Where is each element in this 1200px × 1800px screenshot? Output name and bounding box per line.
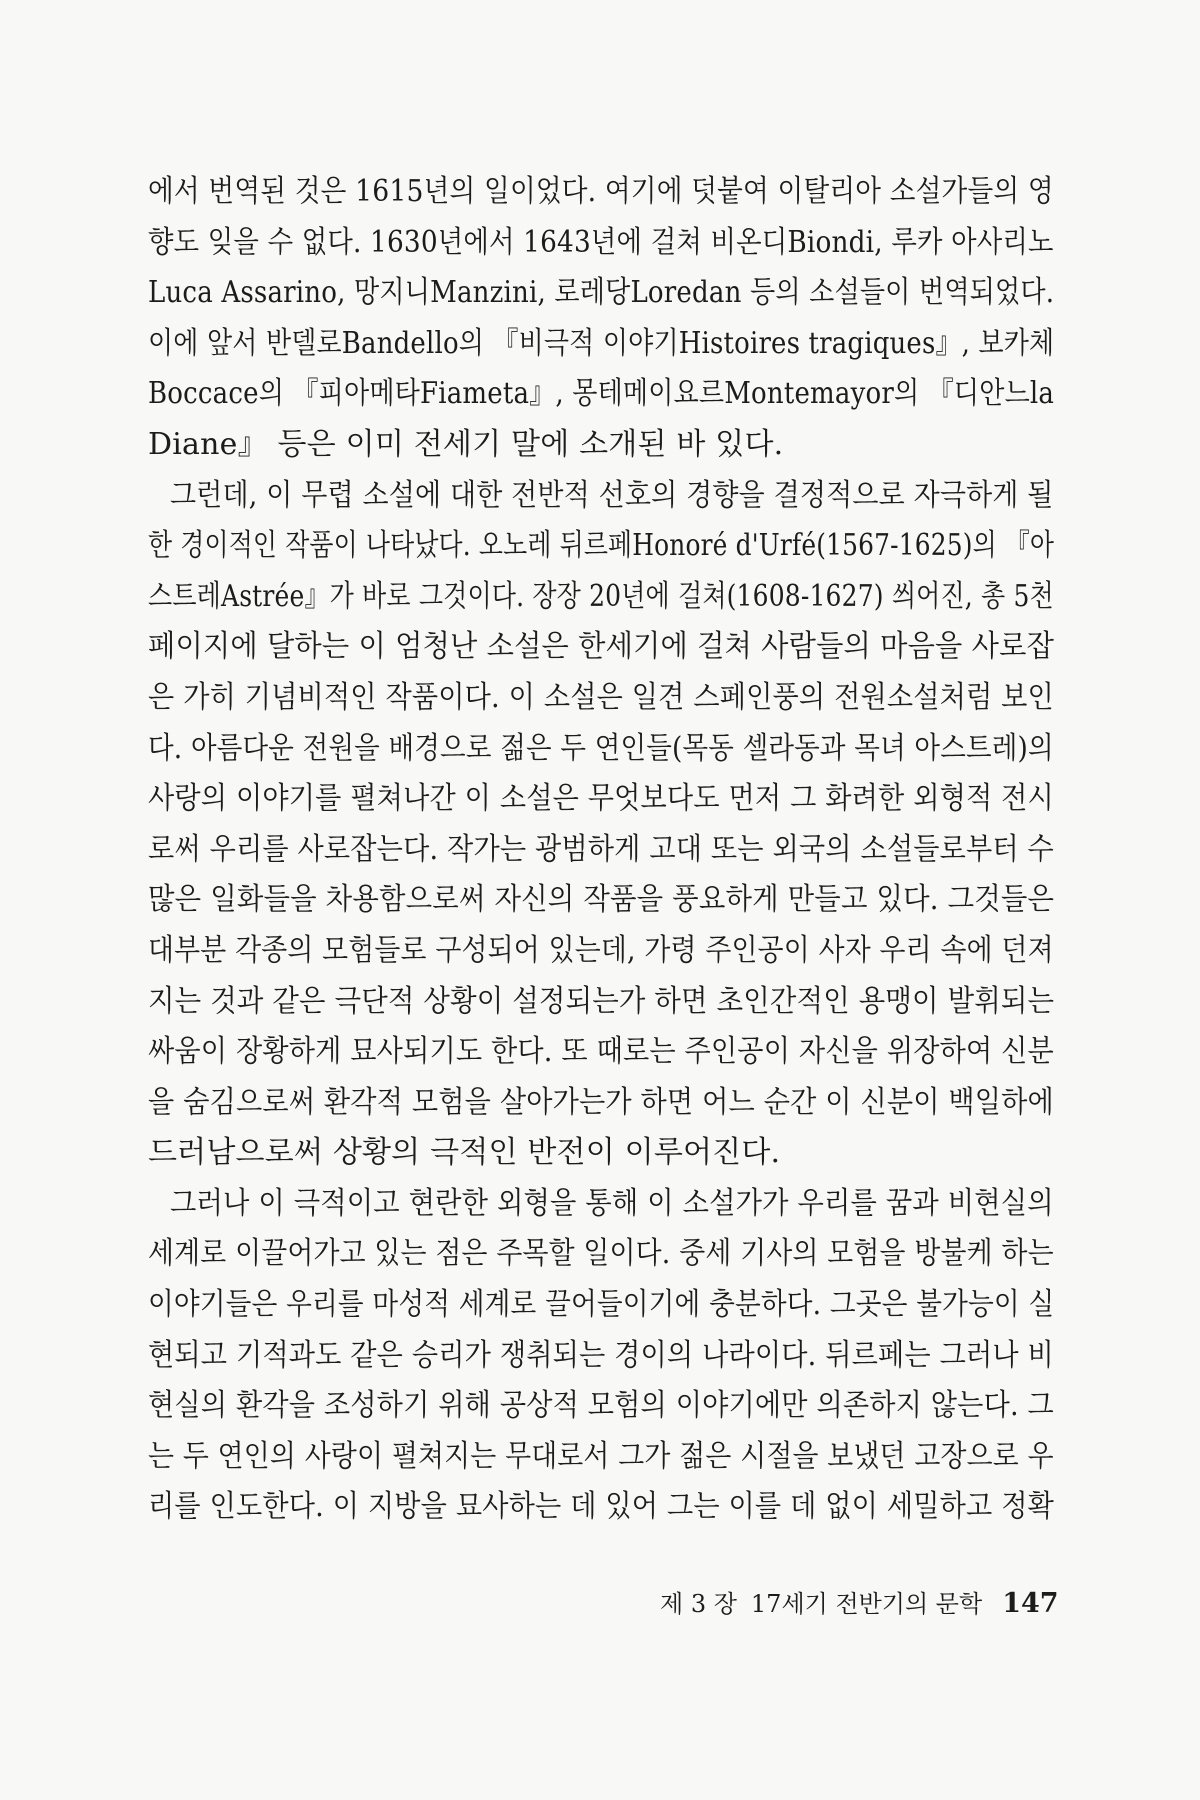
text-line-content: 다. 아름다운 전원을 배경으로 젊은 두 연인들(목동 셀라동과 목녀 아스트레)의 <box>148 730 1054 766</box>
text-line-content: 리를 인도한다. 이 지방을 묘사하는 데 있어 그는 이를 데 없이 세밀하고 정확 <box>148 1489 1054 1525</box>
text-line-21 <box>148 1178 1054 1229</box>
text-line-content: 현실의 환각을 조성하기 위해 공상적 모험의 이야기에만 의존하지 않는다. 그 <box>148 1388 1054 1424</box>
text-line-22 <box>148 1228 1054 1279</box>
text-line-content: 현되고 기적과도 같은 승리가 쟁취되는 경이의 나라이다. 뒤르페는 그러나 비 <box>148 1337 1054 1373</box>
text-line-16 <box>148 925 1054 976</box>
text-line-content: Boccace의 『피아메타Fiameta』, 몽테메이요르Montemayor의 『디안느la <box>148 376 1054 412</box>
text-line-5 <box>148 368 1054 419</box>
chapter-title: 17세기 전반기의 문학 <box>750 1590 983 1618</box>
text-line-20 <box>148 1127 1054 1178</box>
page-number: 147 <box>1002 1588 1059 1619</box>
text-line-27 <box>148 1481 1054 1532</box>
text-line-content: 을 숨김으로써 환각적 모험을 살아가는가 하면 어느 순간 이 신분이 백일하에 <box>148 1084 1054 1120</box>
text-line-content: 페이지에 달하는 이 엄청난 소설은 한세기에 걸쳐 사람들의 마음을 사로잡 <box>148 629 1054 665</box>
text-line-content: 로써 우리를 사로잡는다. 작가는 광범하게 고대 또는 외국의 소설들로부터 수 <box>148 831 1054 867</box>
text-line-12 <box>148 723 1054 774</box>
text-line-17 <box>148 976 1054 1027</box>
text-line-content: 그러나 이 극적이고 현란한 외형을 통해 이 소설가가 우리를 꿈과 비현실의 <box>170 1185 1054 1221</box>
text-line-1 <box>148 166 1054 217</box>
text-line-7 <box>148 470 1054 521</box>
running-footer <box>660 1584 1060 1619</box>
text-line-9 <box>148 571 1054 622</box>
text-line-15 <box>148 874 1054 925</box>
text-line-content: 은 가히 기념비적인 작품이다. 이 소설은 일견 스페인풍의 전원소설처럼 보인 <box>148 679 1054 715</box>
text-line-content: 한 경이적인 작품이 나타났다. 오노레 뒤르페Honoré d'Urfé(1567-1625)의 『아 <box>148 528 1054 564</box>
chapter-label: 제 3 장 <box>660 1590 737 1618</box>
text-line-13 <box>148 773 1054 824</box>
text-line-8 <box>148 520 1054 571</box>
text-line-19 <box>148 1077 1054 1128</box>
text-line-11 <box>148 672 1054 723</box>
text-line-content: 싸움이 장황하게 묘사되기도 한다. 또 때로는 주인공이 자신을 위장하여 신분 <box>148 1034 1054 1070</box>
text-line-content: 세계로 이끌어가고 있는 점은 주목할 일이다. 중세 기사의 모험을 방불케 하는 <box>148 1236 1054 1272</box>
text-line-content: Diane』 등은 이미 전세기 말에 소개된 바 있다. <box>148 426 784 462</box>
text-line-content: 드러남으로써 상황의 극적인 반전이 이루어진다. <box>148 1135 781 1171</box>
text-line-content: 이에 앞서 반델로Bandello의 『비극적 이야기Histoires tragiques』, 보카체 <box>148 325 1054 361</box>
text-line-content: 향도 잊을 수 없다. 1630년에서 1643년에 걸쳐 비온디Biondi, 루카 아사리노 <box>148 224 1054 260</box>
text-line-content: 이야기들은 우리를 마성적 세계로 끌어들이기에 충분하다. 그곳은 불가능이 실 <box>148 1287 1054 1323</box>
text-line-content: 많은 일화들을 차용함으로써 자신의 작품을 풍요하게 만들고 있다. 그것들은 <box>148 882 1054 918</box>
text-line-2 <box>148 217 1054 268</box>
text-line-content: 사랑의 이야기를 펼쳐나간 이 소설은 무엇보다도 먼저 그 화려한 외형적 전시 <box>148 781 1054 817</box>
text-line-3 <box>148 267 1054 318</box>
text-line-10 <box>148 621 1054 672</box>
text-line-content: 는 두 연인의 사랑이 펼쳐지는 무대로서 그가 젊은 시절을 보냈던 고장으로 우 <box>148 1438 1054 1474</box>
text-line-content: 그런데, 이 무렵 소설에 대한 전반적 선호의 경향을 결정적으로 자극하게 될 <box>170 477 1054 513</box>
text-line-24 <box>148 1330 1054 1381</box>
text-line-26 <box>148 1431 1054 1482</box>
body-text <box>148 166 1054 1532</box>
text-line-content: 대부분 각종의 모험들로 구성되어 있는데, 가령 주인공이 사자 우리 속에 던져 <box>148 932 1054 968</box>
text-line-4 <box>148 318 1054 369</box>
text-line-18 <box>148 1026 1054 1077</box>
text-line-6 <box>148 419 1054 470</box>
text-line-14 <box>148 824 1054 875</box>
text-line-content: 지는 것과 같은 극단적 상황이 설정되는가 하면 초인간적인 용맹이 발휘되는 <box>148 983 1054 1019</box>
text-line-content: 스트레Astrée』가 바로 그것이다. 장장 20년에 걸쳐(1608-1627) 씌어진, 총 5천 <box>148 578 1054 614</box>
text-line-23 <box>148 1279 1054 1330</box>
text-line-25 <box>148 1380 1054 1431</box>
text-line-content: 에서 번역된 것은 1615년의 일이었다. 여기에 덧붙여 이탈리아 소설가들의 영 <box>148 174 1054 209</box>
text-line-content: Luca Assarino, 망지니Manzini, 로레당Loredan 등의 소설들이 번역되었다. <box>148 275 1054 311</box>
